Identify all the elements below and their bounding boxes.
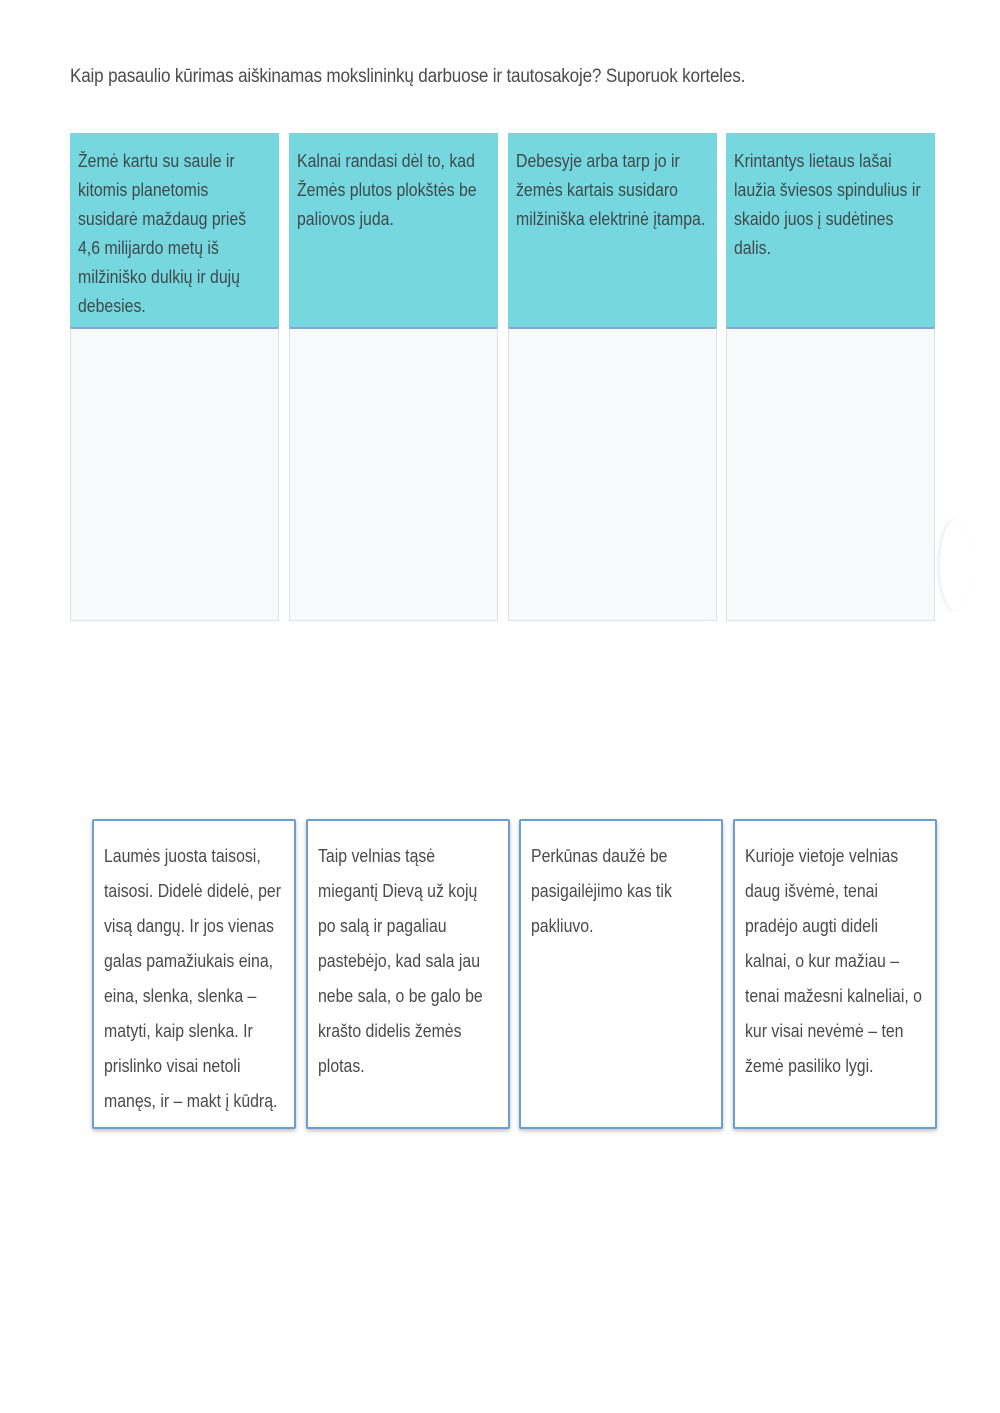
column-header-1: [70, 133, 279, 327]
card-text: Kurioje vietoje velnias daug išvėmė, tenai pradėjo augti dideli kalnai, o kur mažiau – tenai mažesni kalneliai, o kur visai nevėmė – ten žemė pasiliko lygi.: [745, 846, 922, 1076]
match-column-1: [70, 133, 279, 621]
instruction-text: Kaip pasaulio kūrimas aiškinamas mokslininkų darbuose ir tautosakoje? Suporuok korteles.: [70, 66, 746, 87]
draggable-card-3[interactable]: [519, 819, 723, 1129]
match-column-2: [289, 133, 498, 621]
draggable-card-1[interactable]: [92, 819, 296, 1129]
card-text: Taip velnias tąsė miegantį Dievą už kojų po salą ir pagaliau pastebėjo, kad sala jau nebe sala, o be galo be krašto didelis žemės plotas.: [318, 846, 483, 1076]
column-header-text: Krintantys lietaus lašai laužia šviesos spindulius ir skaido juos į sudėtines dalis.: [734, 151, 921, 258]
draggable-card-4[interactable]: [733, 819, 937, 1129]
drop-zone-2[interactable]: [289, 327, 498, 621]
column-header-2: [289, 133, 498, 327]
drop-zone-1[interactable]: [70, 327, 279, 621]
column-header-3: [508, 133, 717, 327]
scroll-edge-handle: [940, 520, 970, 610]
card-text: Perkūnas daužė be pasigailėjimo kas tik pakliuvo.: [531, 846, 672, 936]
match-column-3: [508, 133, 717, 621]
column-header-text: Žemė kartu su saule ir kitomis planetomis susidarė maždaug prieš 4,6 milijardo metų iš milžiniško dulkių ir dujų debesies.: [78, 151, 247, 316]
column-header-text: Debesyje arba tarp jo ir žemės kartais susidaro milžiniška elektrinė įtampa.: [516, 151, 706, 229]
match-column-4: [726, 133, 935, 621]
card-text: Laumės juosta taisosi, taisosi. Didelė didelė, per visą dangų. Ir jos vienas galas pamažiukais eina, eina, slenka, slenka – matyti, kaip slenka. Ir prislinko visai netoli manęs, ir – makt į kūdrą.: [104, 846, 281, 1111]
drop-zone-4[interactable]: [726, 327, 935, 621]
drop-zone-3[interactable]: [508, 327, 717, 621]
draggable-card-2[interactable]: [306, 819, 510, 1129]
column-header-text: Kalnai randasi dėl to, kad Žemės plutos plokštės be paliovos juda.: [297, 151, 477, 229]
column-header-4: [726, 133, 935, 327]
